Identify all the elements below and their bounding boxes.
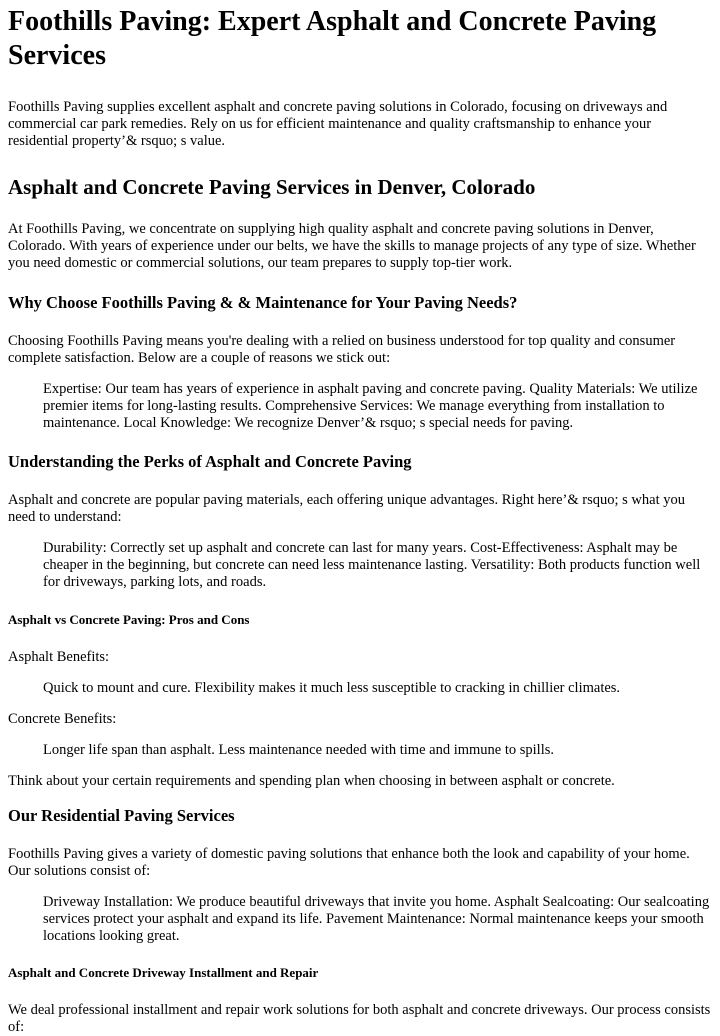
heading-residential: Our Residential Paving Services <box>8 806 235 825</box>
residential-paragraph: Foothills Paving gives a variety of domestic paving solutions that enhance both the look and capability of your home. Our solutions consist of: <box>8 846 690 879</box>
pros-cons-closing: Think about your certain requirements and spending plan when choosing in between asphalt or concrete. <box>8 773 615 789</box>
heading-pros-cons: Asphalt vs Concrete Paving: Pros and Cons <box>8 612 250 627</box>
concrete-benefits-label: Concrete Benefits: <box>8 711 117 727</box>
asphalt-benefits-list: Quick to mount and cure. Flexibility makes it much less susceptible to cracking in chillier climates. <box>43 680 621 696</box>
why-list: Expertise: Our team has years of experience in asphalt paving and concrete paving. Quality Materials: We utilize premier items for long-lasting results. Comprehensive Services: We manage everything from installation to maintenance. Local Knowledge: We recognize Denver’& rsquo; s special needs for paving. <box>43 381 698 431</box>
asphalt-benefits-label: Asphalt Benefits: <box>8 649 110 665</box>
perks-list: Durability: Correctly set up asphalt and concrete can last for many years. Cost-Effectiveness: Asphalt may be cheaper in the beginning, but concrete can need less maintenance lasting. Versatility: Both products function well for driveways, parking lots, and roads. <box>43 540 701 590</box>
perks-paragraph: Asphalt and concrete are popular paving materials, each offering unique advantages. Right here’& rsquo; s what you need to understand: <box>8 492 685 525</box>
heading-why-choose: Why Choose Foothills Paving & & Maintenance for Your Paving Needs? <box>8 293 518 312</box>
article <box>0 5 720 1036</box>
denver-paragraph: At Foothills Paving, we concentrate on supplying high quality asphalt and concrete paving solutions in Denver, Colorado. With years of experience under our belts, we have the skills to manage projects of any type of size. Whether you need domestic or commercial solutions, our team prepares to supply top-tier work. <box>8 221 696 271</box>
intro-paragraph: Foothills Paving supplies excellent asphalt and concrete paving solutions in Colorado, focusing on driveways and commercial car park remedies. Rely on us for efficient maintenance and quality craftsmanship to enhance your residential property’& rsquo; s value. <box>8 99 668 149</box>
driveway-paragraph: We deal professional installment and repair work solutions for both asphalt and concrete driveways. Our process consists of: <box>8 1002 711 1035</box>
residential-list: Driveway Installation: We produce beautiful driveways that invite you home. Asphalt Sealcoating: Our sealcoating services protect your asphalt and expand its life. Pavement Maintenance: Normal maintenance keeps your smooth locations looking great. <box>43 894 710 944</box>
heading-driveway: Asphalt and Concrete Driveway Installment and Repair <box>8 965 319 980</box>
page-title: Foothills Paving: Expert Asphalt and Concrete Paving Services <box>8 6 657 71</box>
heading-denver: Asphalt and Concrete Paving Services in Denver, Colorado <box>8 175 536 199</box>
concrete-benefits-list: Longer life span than asphalt. Less maintenance needed with time and immune to spills. <box>43 742 554 758</box>
why-paragraph: Choosing Foothills Paving means you're dealing with a relied on business understood for top quality and consumer complete satisfaction. Below are a couple of reasons we stick out: <box>8 333 676 366</box>
heading-perks: Understanding the Perks of Asphalt and Concrete Paving <box>8 452 412 471</box>
